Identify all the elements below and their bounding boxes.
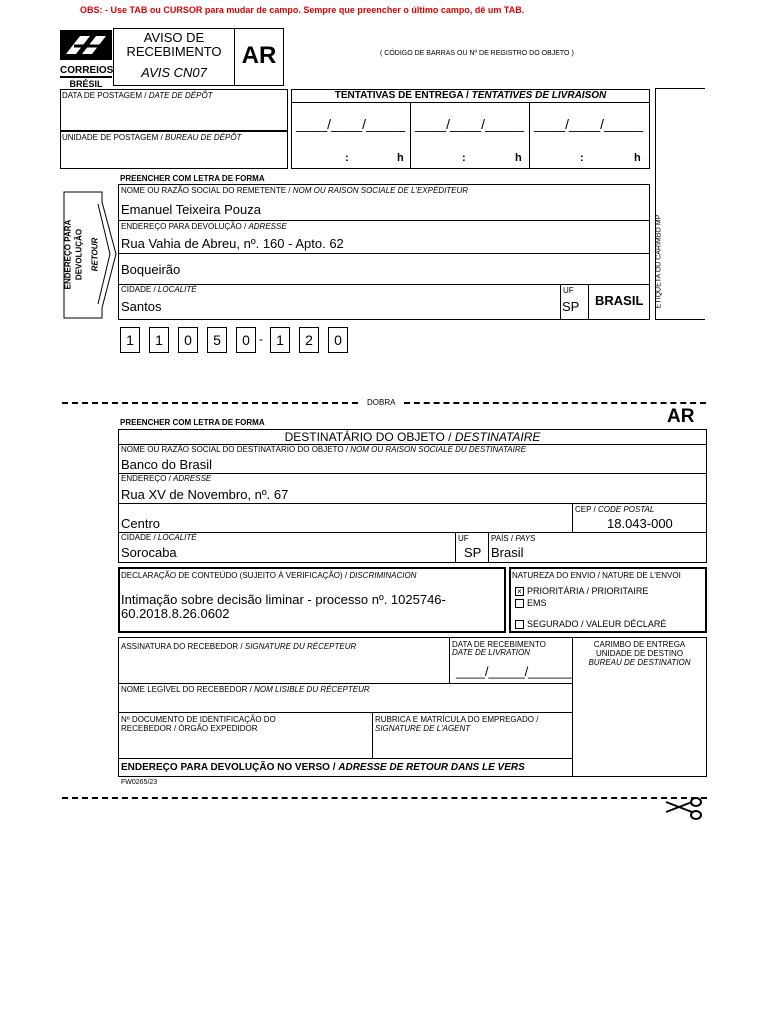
declaration-line1: Intimação sobre decisão liminar - processo nº. 1025746- bbox=[121, 592, 446, 607]
sender-cep-digit: 1 bbox=[120, 327, 140, 353]
ems-checkbox[interactable] bbox=[515, 599, 524, 608]
title-line2: RECEBIMENTO bbox=[126, 44, 222, 59]
declaration-label: DECLARAÇÃO DE CONTEÚDO (SUJEITO À VERIFICAÇÃO) / DISCRIMINACION bbox=[121, 571, 417, 580]
ar-label: AR bbox=[241, 42, 277, 69]
receipt-divider-1 bbox=[118, 683, 572, 684]
title-line1: AVISO DE bbox=[143, 30, 205, 45]
attempts-divider-1 bbox=[410, 102, 411, 169]
logo-country: BRÉSIL bbox=[69, 79, 103, 89]
recipient-uf: SP bbox=[464, 545, 482, 560]
receipt-rubric-divider bbox=[372, 712, 373, 758]
sender-cep-digit: 0 bbox=[328, 327, 348, 353]
receipt-divider-2 bbox=[118, 712, 572, 713]
ems-label: EMS bbox=[527, 598, 547, 608]
attempt-2-h: h bbox=[515, 152, 522, 164]
recipient-city: Sorocaba bbox=[121, 545, 177, 560]
recipient-cep-top bbox=[572, 503, 707, 504]
insured-checkbox[interactable] bbox=[515, 620, 524, 629]
attempts-title-divider bbox=[291, 102, 650, 103]
recipient-cep: 18.043-000 bbox=[607, 516, 673, 531]
posting-unit-label: UNIDADE DE POSTAGEM / BUREAU DE DÉPÔT bbox=[62, 133, 242, 142]
recipient-address-label: ENDEREÇO / ADRESSE bbox=[121, 474, 212, 483]
declaration-line2: 60.2018.8.26.0602 bbox=[121, 606, 230, 621]
recipient-uf-divider bbox=[455, 532, 456, 563]
correios-logo-icon bbox=[60, 30, 112, 60]
priority-checkbox[interactable]: × bbox=[515, 587, 524, 596]
stamp-line2: UNIDADE DE DESTINO bbox=[595, 649, 684, 658]
receipt-date-divider bbox=[449, 637, 450, 683]
stamp-line1: CARIMBO DE ENTREGA bbox=[593, 640, 686, 649]
recipient-title: DESTINATÁRIO DO OBJETO / DESTINATAIRE bbox=[284, 430, 541, 444]
posting-date-label: DATA DE POSTAGEM / DATE DE DÉPÔT bbox=[62, 91, 213, 100]
return-arrow-line2: DEVOLUÇÃO bbox=[74, 228, 84, 281]
rubric-label-2: SIGNATURE DE L'AGENT bbox=[375, 724, 471, 733]
attempt-1-h: h bbox=[397, 152, 404, 164]
insured-label: SEGURADO / VALEUR DÉCLARÉ bbox=[527, 619, 667, 629]
scissors-icon bbox=[664, 796, 706, 824]
sender-fill-note: PREENCHER COM LETRA DE FORMA bbox=[120, 174, 265, 183]
recipient-address-line1: Rua XV de Novembro, nº. 67 bbox=[121, 487, 289, 502]
sender-name-label: NOME OU RAZÃO SOCIAL DO REMETENTE / NOM OU RAISON SOCIALE DE L'EXPÉDITEUR bbox=[121, 186, 469, 195]
sender-uf-label: UF bbox=[563, 286, 574, 295]
sender-address-line1: Rua Vahia de Abreu, nº. 160 - Apto. 62 bbox=[121, 236, 344, 251]
return-note: ENDEREÇO PARA DEVOLUÇÃO NO VERSO / ADRESSE DE RETOUR DANS LE VERS bbox=[121, 762, 525, 773]
attempt-3-colon: : bbox=[580, 152, 584, 164]
fold-line-left bbox=[62, 402, 358, 404]
recipient-city-label: CIDADE / LOCALITÉ bbox=[121, 533, 197, 542]
sender-country-divider bbox=[588, 284, 589, 320]
sender-cep-digit: 2 bbox=[299, 327, 319, 353]
recipient-divider-3 bbox=[118, 532, 707, 533]
sender-name: Emanuel Teixeira Pouza bbox=[121, 202, 261, 217]
form-code: FW0265/23 bbox=[121, 779, 158, 786]
sender-divider-2 bbox=[118, 253, 650, 254]
attempt-3-date: ____/____/_____ bbox=[534, 116, 643, 132]
attempts-divider-2 bbox=[529, 102, 530, 169]
recipient-district: Centro bbox=[121, 516, 161, 531]
sender-uf: SP bbox=[562, 299, 580, 314]
sender-cep-digit: 0 bbox=[178, 327, 198, 353]
rubric-label-1: RUBRICA E MATRÍCULA DO EMPREGADO / bbox=[375, 715, 539, 724]
recipient-ar: AR bbox=[667, 406, 695, 427]
sender-cep-digit: 0 bbox=[236, 327, 256, 353]
sender-address-line2: Boqueirão bbox=[121, 262, 181, 277]
attempts-title: TENTATIVAS DE ENTREGA / TENTATIVES DE LIVRAISON bbox=[334, 90, 607, 101]
correios-logo bbox=[60, 30, 114, 89]
sender-cep-digit: 1 bbox=[149, 327, 169, 353]
sender-cep-digit: 5 bbox=[207, 327, 227, 353]
stamp-area bbox=[655, 88, 705, 320]
obs-note: OBS: - Use TAB ou CURSOR para mudar de campo. Sempre que preencher o último campo, dê um TAB. bbox=[80, 5, 525, 15]
fold-label: DOBRA bbox=[367, 398, 396, 407]
sender-cep-digit: 1 bbox=[270, 327, 290, 353]
return-arrow-line3: RETOUR bbox=[90, 237, 100, 272]
stamp-line3: BUREAU DE DESTINATION bbox=[588, 658, 691, 667]
barcode-note: ( CÓDIGO DE BARRAS OU Nº DE REGISTRO DO OBJETO ) bbox=[380, 50, 574, 57]
sender-city-label: CIDADE / LOCALITÉ bbox=[121, 285, 197, 294]
recipient-cep-divider bbox=[572, 503, 573, 532]
recipient-uf-label: UF bbox=[458, 534, 469, 543]
receipt-date-blank: ____/_____/______ bbox=[456, 664, 572, 679]
receipt-date-label-fr: DATE DE LIVRATION bbox=[452, 648, 530, 657]
logo-name: CORREIOS bbox=[60, 65, 114, 76]
doc-label-1: Nº DOCUMENTO DE IDENTIFICAÇÃO DO bbox=[121, 715, 276, 724]
attempt-1-date: ____/____/_____ bbox=[296, 116, 405, 132]
return-arrow-line1: ENDEREÇO PARA bbox=[63, 219, 73, 290]
fold-line-right bbox=[404, 402, 706, 404]
legible-name-label: NOME LEGÍVEL DO RECEBEDOR / NOM LISIBLE DU RÉCEPTEUR bbox=[121, 685, 370, 694]
sender-cep-separator: - bbox=[259, 332, 263, 346]
sender-city: Santos bbox=[121, 299, 162, 314]
recipient-cep-label: CEP / CODE POSTAL bbox=[575, 505, 655, 514]
signature-label: ASSINATURA DO RECEBEDOR / SIGNATURE DU RÉCEPTEUR bbox=[121, 642, 357, 651]
recipient-name-label: NOME OU RAZÃO SOCIAL DO DESTINATÁRIO DO OBJETO / NOM OU RAISON SOCIALE DU DESTINATAIRE bbox=[121, 445, 526, 454]
attempt-2-colon: : bbox=[462, 152, 466, 164]
recipient-fill-note: PREENCHER COM LETRA DE FORMA bbox=[120, 418, 265, 427]
cut-line bbox=[62, 797, 707, 799]
attempt-2-date: ____/____/_____ bbox=[415, 116, 524, 132]
receipt-divider-3 bbox=[118, 758, 572, 759]
recipient-name: Banco do Brasil bbox=[121, 457, 213, 472]
priority-label: PRIORITÁRIA / PRIORITAIRE bbox=[527, 586, 649, 596]
doc-label-2: RECEBEDOR / ÓRGÃO EXPEDIDOR bbox=[121, 724, 258, 733]
recipient-divider-2 bbox=[118, 503, 572, 504]
recipient-country-label: PAÍS / PAYS bbox=[491, 534, 536, 543]
sender-address-label: ENDEREÇO PARA DEVOLUÇÃO / ADRESSE bbox=[121, 222, 287, 231]
recipient-country-divider bbox=[488, 532, 489, 563]
sender-divider-3 bbox=[118, 284, 650, 285]
side-label: ETIQUETA OU CARIMBO MP bbox=[655, 214, 663, 309]
recipient-country: Brasil bbox=[491, 545, 524, 560]
sender-uf-divider bbox=[560, 284, 561, 320]
sender-country: BRASIL bbox=[595, 293, 644, 308]
nature-label: NATUREZA DO ENVIO / NATURE DE L'ENVOI bbox=[512, 571, 681, 580]
sender-divider-1 bbox=[118, 220, 650, 221]
receipt-date-label: DATA DE RECEBIMENTO bbox=[452, 640, 546, 649]
attempt-3-h: h bbox=[634, 152, 641, 164]
attempt-1-colon: : bbox=[345, 152, 349, 164]
title-subtitle: AVIS CN07 bbox=[141, 65, 207, 80]
